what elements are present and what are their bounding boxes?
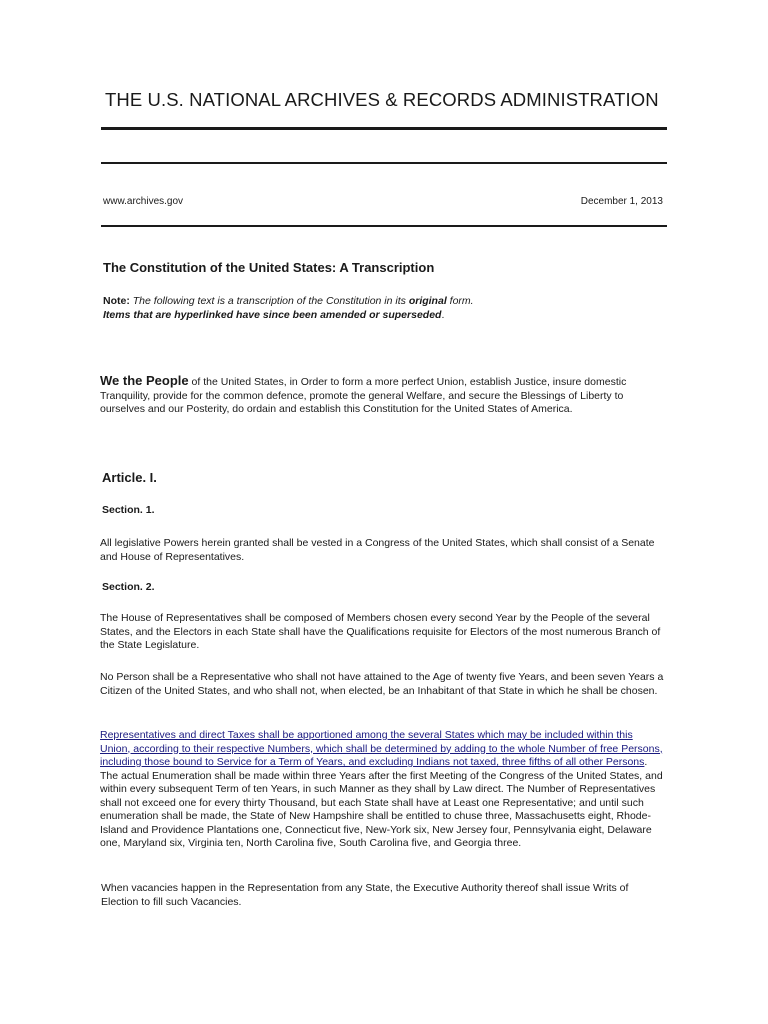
section-2-paragraph-4: When vacancies happen in the Representation from any State, the Executive Authority thereof shall issue Writs of Election to fill such Vacancies.: [101, 882, 629, 908]
website-link[interactable]: www.archives.gov: [103, 196, 184, 207]
section-2-heading: Section. 2.: [102, 581, 155, 593]
section-2-paragraph-3: [100, 729, 665, 851]
section-2-paragraph-1: The House of Representatives shall be composed of Members chosen every second Year by the People of the several States, and the Electors in each State shall have the Qualifications requisite for Electors of the most numerous Branch of the State Legislature.: [100, 612, 661, 651]
note-text-1: The following text is a transcription of the Constitution in its: [129, 295, 409, 307]
masthead-title: THE U.S. NATIONAL ARCHIVES & RECORDS ADMINISTRATION: [105, 89, 659, 110]
preamble: [100, 374, 665, 417]
section-1-heading: Section. 1.: [102, 504, 155, 516]
note-period: .: [441, 309, 445, 321]
amended-clause-link[interactable]: Representatives and direct Taxes shall be apportioned among the several States which may be included within this Union, according to their respective Numbers, which shall be determined by adding to the whole Number of free Persons, including those bound to Service for a Term of Years, and excluding Indians not taxed, three fifths of all other Persons: [100, 729, 663, 768]
section-2-paragraph-2: No Person shall be a Representative who shall not have attained to the Age of twenty five Years, and been seven Years a Citizen of the United States, and who shall not, when elected, be an Inhabitant of that State in which he shall be chosen.: [100, 671, 664, 697]
section-2-paragraph-3-text: . The actual Enumeration shall be made within three Years after the first Meeting of the Congress of the United States, and within every subsequent Term of ten Years, in such Manner as they shall by Law direct. The Number of Representatives shall not exceed one for every thirty Thousand, but each State shall have at Least one Representative; and until such enumeration shall be made, the State of New Hampshire shall be entitled to chuse three, Massachusetts eight, Rhode-Island and Providence Plantations one, Connecticut five, New-York six, New Jersey four, Pennsylvania eight, Delaware one, Maryland six, Virginia ten, North Carolina five, South Carolina five, and Georgia three.: [100, 756, 663, 849]
section-1-paragraph: All legislative Powers herein granted shall be vested in a Congress of the United States, which shall consist of a Senate and House of Representatives.: [100, 537, 655, 563]
header-rule-bottom: [101, 225, 667, 227]
note-text-2: form.: [446, 295, 474, 307]
document-title: The Constitution of the United States: A Transcription: [103, 260, 435, 275]
note-hyperlink-explanation: Items that are hyperlinked have since been amended or superseded: [103, 309, 442, 321]
masthead-rule-middle: [101, 162, 667, 164]
transcription-note: [103, 294, 683, 322]
masthead-rule-top: [101, 127, 667, 130]
preamble-text: of the United States, in Order to form a more perfect Union, establish Justice, insure domestic Tranquility, provide for the common defence, promote the general Welfare, and secure the Blessings of Liberty to ourselves and our Posterity, do ordain and establish this Constitution for the United States of America.: [100, 376, 627, 415]
document-date: December 1, 2013: [580, 196, 663, 207]
preamble-lead: We the People: [100, 373, 189, 388]
article-heading: Article. I.: [102, 470, 157, 485]
note-emphasis: original: [408, 295, 447, 307]
note-label: Note:: [103, 295, 130, 307]
